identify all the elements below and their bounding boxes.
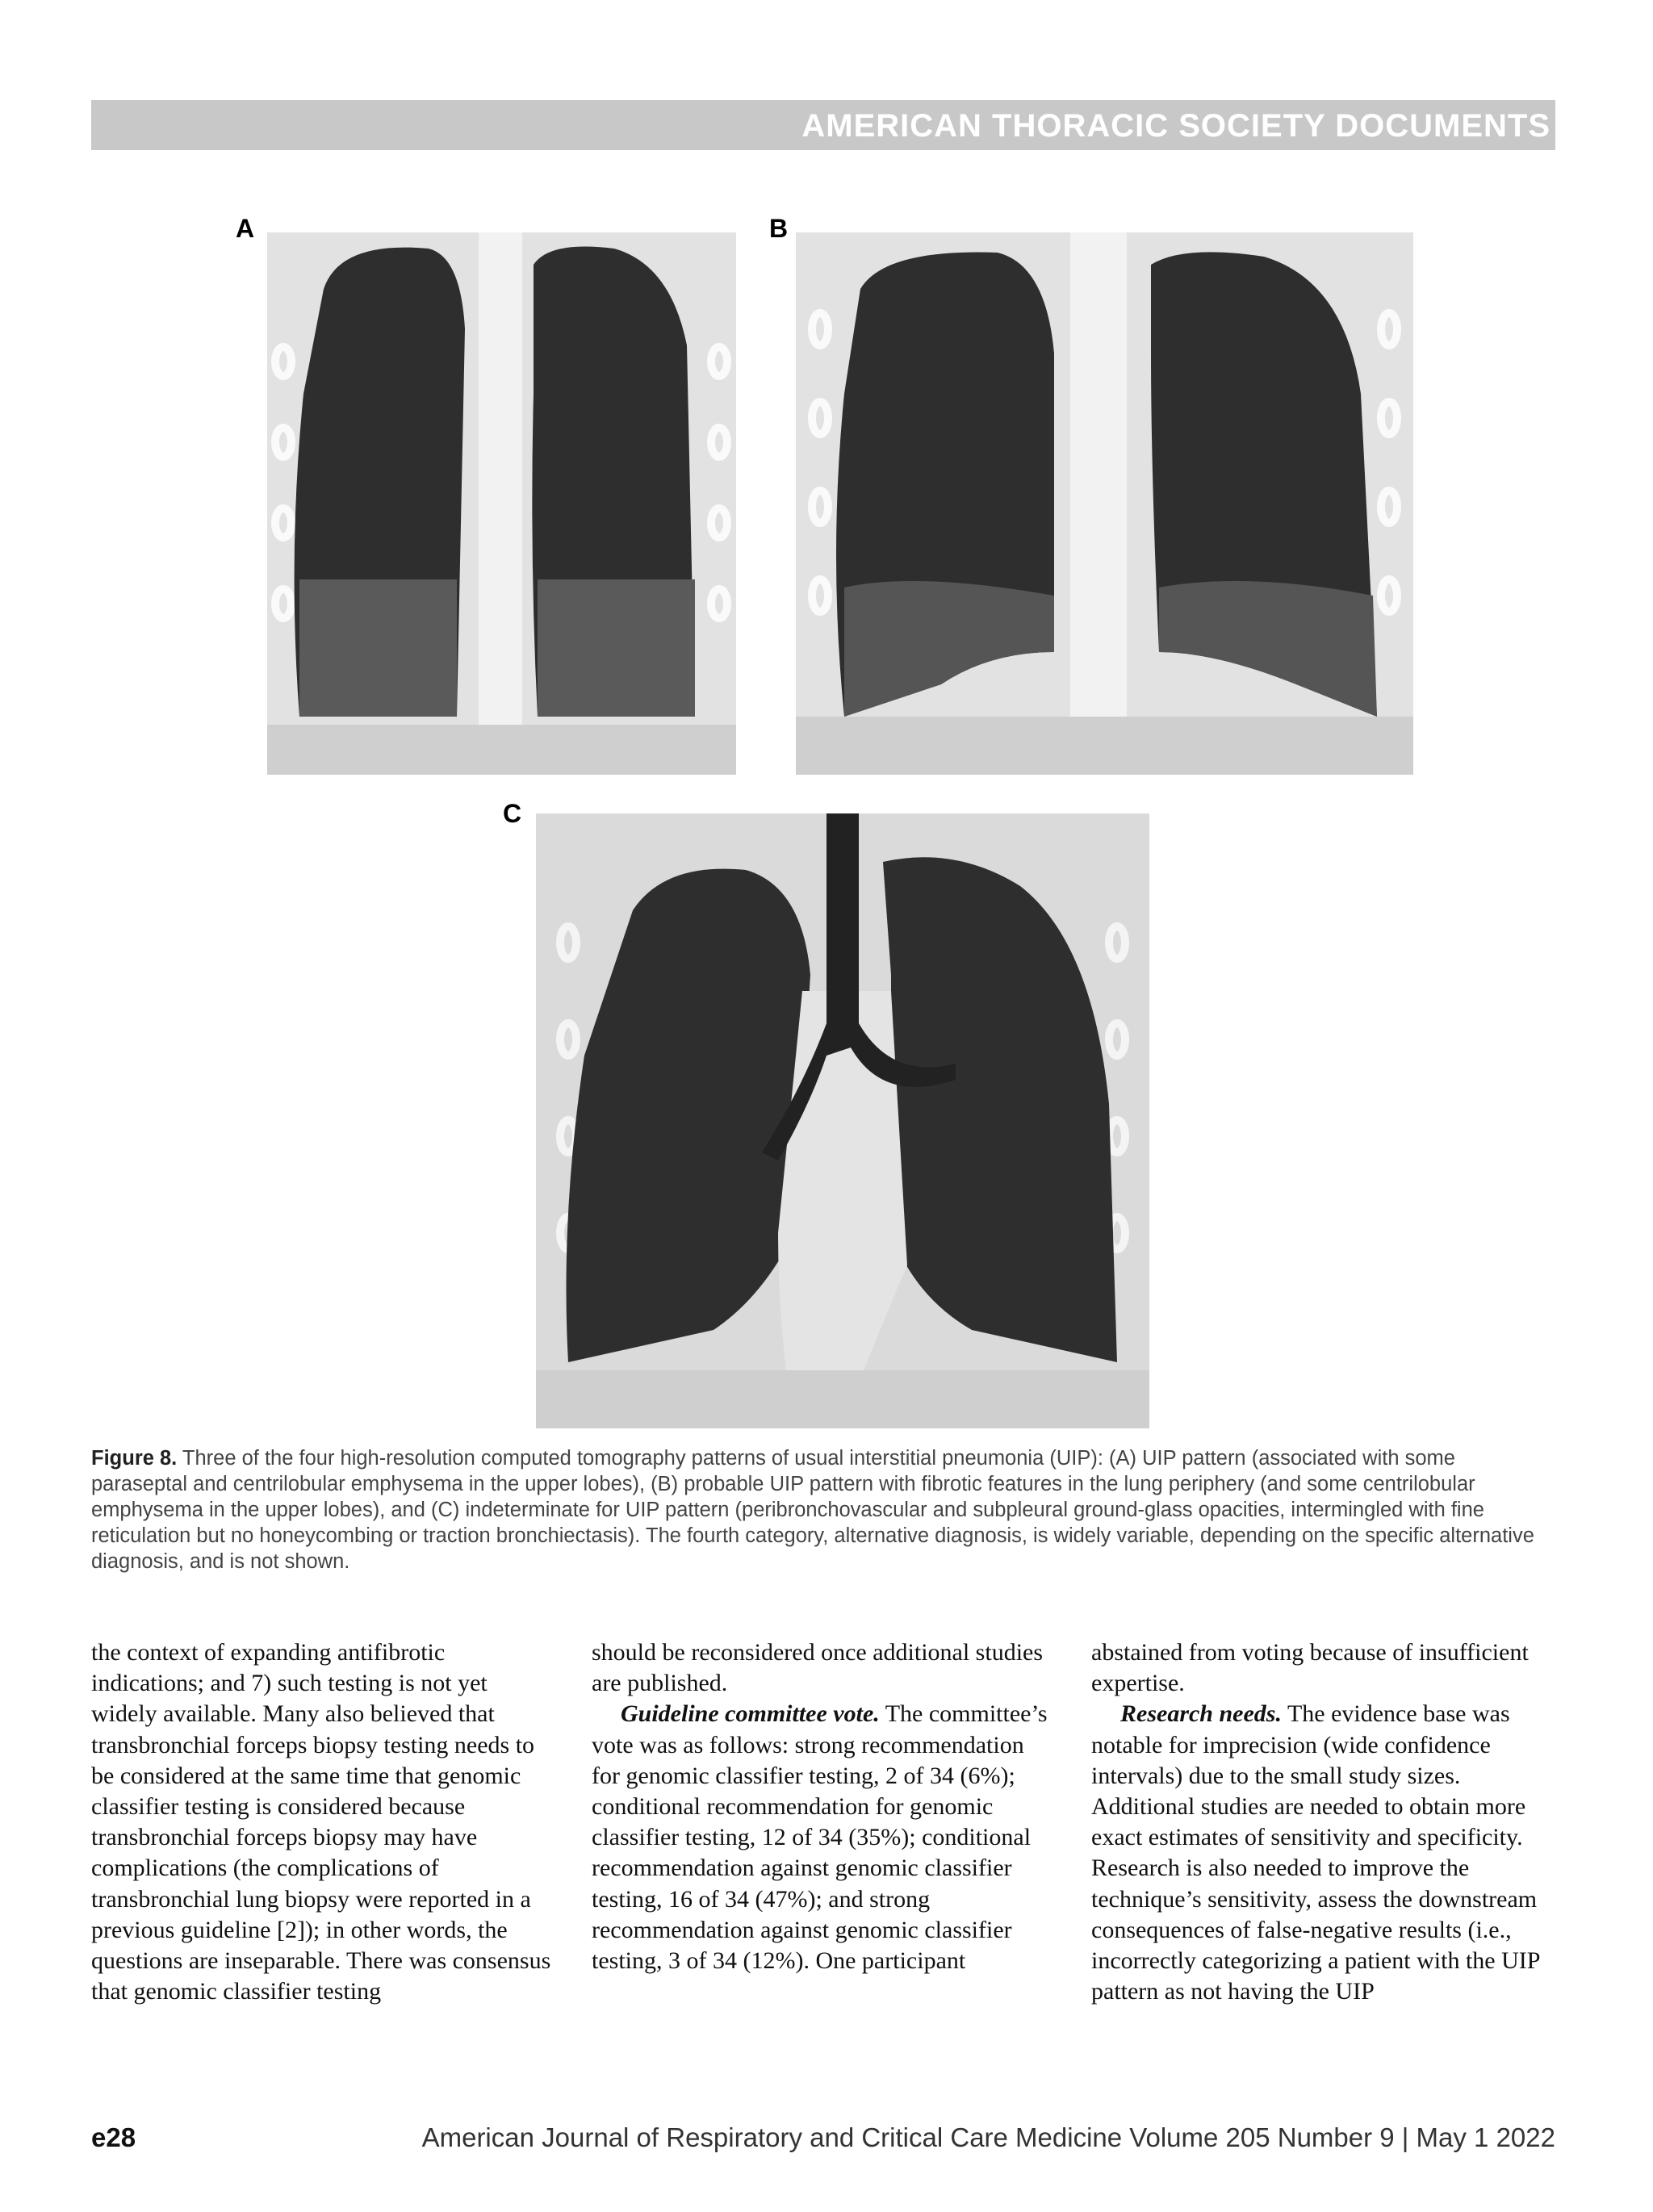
body-paragraph-text: The evidence base was notable for imprecision (wide confidence intervals) due to the small study sizes. Additional studies are needed to obtain more exact estimates of sensitivity and specificity. Research is also needed to improve the technique’s sensitivity, assess the downstream consequences of false-negative results (i.e., incorrectly categorizing a patient with the UIP pattern as not having the UIP (1091, 1700, 1540, 2005)
panel-label-b: B (769, 214, 789, 243)
section-heading-research-needs: Research needs. (1120, 1700, 1282, 1728)
ct-image-panel-c (536, 813, 1149, 1428)
body-paragraph: should be reconsidered once additional studies are published. (592, 1639, 1044, 1697)
figure-caption (91, 1445, 1555, 1574)
running-header-title: AMERICAN THORACIC SOCIETY DOCUMENTS (801, 108, 1550, 144)
figure-caption-label: Figure 8. (91, 1447, 178, 1470)
panel-label-c: C (503, 799, 522, 828)
body-column-1 (91, 1637, 551, 2007)
body-paragraph: the context of expanding antifibrotic indications; and 7) such testing is not yet widely available. Many also believed that transbronchial forceps biopsy testing needs to be considered at the same time that genomic classifier testing is considered because transbronchial forceps biopsy may have complications (the complications of transbronchial lung biopsy were reported in a previous guideline [2]); in other words, the questions are inseparable. There was consensus that genomic classifier testing (91, 1639, 551, 2005)
body-column-3 (1091, 1637, 1551, 2007)
body-paragraph-text: The committee’s vote was as follows: strong recommendation for genomic classifier testing, 2 of 34 (6%); conditional recommendation for genomic classifier testing, 12 of 34 (35%); conditional recommendation against genomic classifier testing, 16 of 34 (47%); and strong recommendation against genomic classifier testing, 3 of 34 (12%). One participant (592, 1700, 1048, 1975)
body-paragraph (1091, 1699, 1551, 2007)
body-paragraph (592, 1699, 1052, 1976)
body-paragraph: abstained from voting because of insufficient expertise. (1091, 1639, 1529, 1697)
section-heading-guideline-vote: Guideline committee vote. (621, 1700, 880, 1728)
page-number: e28 (91, 2122, 136, 2152)
running-header (91, 100, 1555, 150)
journal-citation: American Journal of Respiratory and Critical Care Medicine Volume 205 Number 9 | May 1 2022 (421, 2122, 1555, 2152)
figure-caption-text: Three of the four high-resolution computed tomography patterns of usual interstitial pneumonia (UIP): (A) UIP pattern (associated with some paraseptal and centrilobular emphysema in the upper lobes), (B) probable UIP pattern with fibrotic features in the lung periphery (and some centrilobular emphysema in the upper lobes), and (C) indeterminate for UIP pattern (peribronchovascular and subpleural ground-glass opacities, intermingled with fine reticulation but no honeycombing or traction bronchiectasis). The fourth category, alternative diagnosis, is widely variable, depending on the specific alternative diagnosis, and is not shown. (91, 1447, 1534, 1573)
ct-image-panel-a (267, 232, 736, 775)
body-column-2 (592, 1637, 1052, 1976)
panel-label-a: A (236, 214, 255, 243)
ct-image-panel-b (796, 232, 1413, 775)
